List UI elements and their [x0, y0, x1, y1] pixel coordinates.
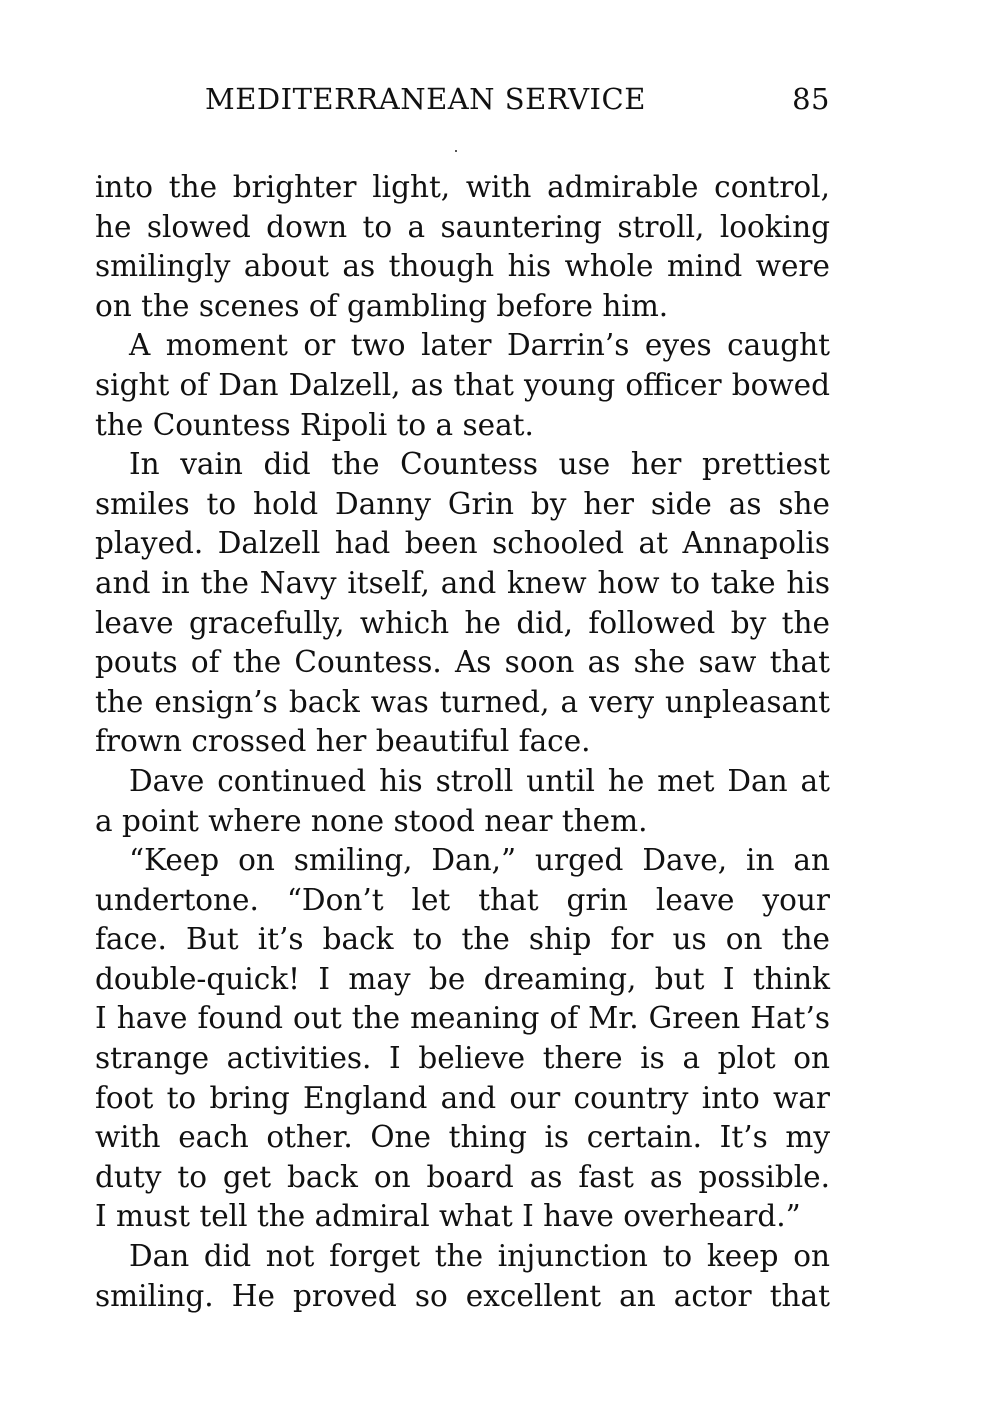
text-line: leave gracefully, which he did, followed by the [95, 605, 830, 640]
text-line: I must tell the admiral what I have overheard.” [95, 1199, 801, 1234]
text-line: face. But it’s back to the ship for us on the [95, 922, 830, 957]
text-line: smiling. He proved so excellent an actor that [95, 1278, 830, 1313]
text-line: he slowed down to a sauntering stroll, looking [95, 209, 830, 244]
text-line: smilingly about as though his whole mind were [95, 249, 830, 284]
running-head [205, 82, 830, 126]
text-line: and in the Navy itself, and knew how to take his [95, 565, 830, 600]
text-line: I have found out the meaning of Mr. Green Hat’s [95, 1001, 830, 1036]
text-line: a point where none stood near them. [95, 803, 648, 838]
text-line: with each other. One thing is certain. It’s my [95, 1120, 830, 1155]
text-line: frown crossed her beautiful face. [95, 724, 591, 759]
text-line: sight of Dan Dalzell, as that young officer bowed [95, 367, 830, 402]
running-head-title: MEDITERRANEAN SERVICE [205, 82, 646, 116]
text-line: In vain did the Countess use her prettiest [129, 447, 830, 482]
text-line: the Countess Ripoli to a seat. [95, 407, 534, 442]
text-line: double-quick! I may be dreaming, but I think [95, 961, 830, 996]
stray-ink-mark [455, 150, 457, 152]
text-line: Dan did not forget the injunction to keep on [129, 1239, 830, 1274]
text-line: pouts of the Countess. As soon as she saw that [95, 645, 830, 680]
text-line: the ensign’s back was turned, a very unpleasant [95, 684, 830, 719]
text-line: Dave continued his stroll until he met Dan at [129, 763, 830, 798]
text-line: “Keep on smiling, Dan,” urged Dave, in an [129, 843, 830, 878]
page-number: 85 [792, 82, 830, 116]
text-line: foot to bring England and our country into war [95, 1080, 830, 1115]
text-line: duty to get back on board as fast as possible. [95, 1159, 830, 1194]
text-line: played. Dalzell had been schooled at Annapolis [95, 526, 830, 561]
text-line: undertone. “Don’t let that grin leave your [95, 882, 830, 917]
text-line: strange activities. I believe there is a plot on [95, 1041, 830, 1076]
text-line: on the scenes of gambling before him. [95, 288, 669, 323]
text-line: smiles to hold Danny Grin by her side as she [95, 486, 830, 521]
text-line: A moment or two later Darrin’s eyes caught [129, 328, 830, 363]
body-text [95, 168, 830, 1316]
text-line: into the brighter light, with admirable control, [95, 170, 830, 204]
